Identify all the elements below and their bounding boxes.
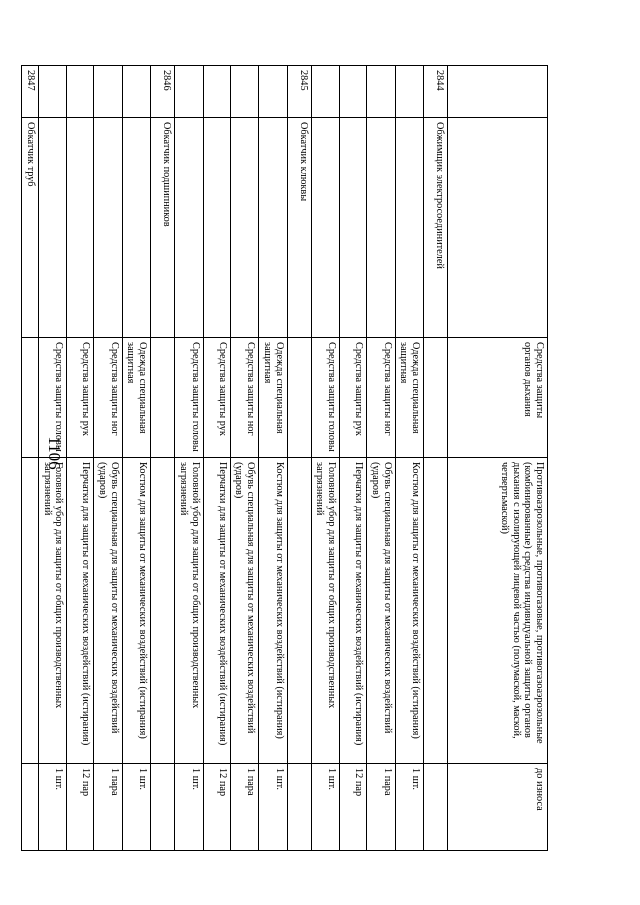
profession-name (448, 118, 548, 338)
ppe-type: Средства защиты ног (230, 338, 258, 458)
issue-norm: 1 шт. (259, 764, 287, 851)
ppe-description: Головной убор для защиты от общих производственных загрязнений (175, 458, 203, 764)
ppe-type: Средства защиты ног (94, 338, 122, 458)
ppe-description (287, 458, 311, 764)
profession-name (203, 118, 230, 338)
issue-norm: 12 пар (340, 764, 367, 851)
row-number (448, 66, 548, 118)
issue-norm (22, 764, 39, 851)
ppe-type: Одежда специальная защитная (395, 338, 423, 458)
ppe-type (151, 338, 175, 458)
ppe-type: Средства защиты головы (175, 338, 203, 458)
issue-norm: до износа (448, 764, 548, 851)
table-row (311, 66, 339, 851)
issue-norm (151, 764, 175, 851)
issue-norm (287, 764, 311, 851)
table-row (230, 66, 258, 851)
row-number (259, 66, 287, 118)
profession-name (340, 118, 367, 338)
ppe-description: Костюм для защиты от механических воздействий (истирания) (122, 458, 150, 764)
ppe-type: Средства защиты ног (367, 338, 395, 458)
ppe-type: Одежда специальная защитная (122, 338, 150, 458)
table-row (122, 66, 150, 851)
ppe-description: Головной убор для защиты от общих производственных загрязнений (311, 458, 339, 764)
profession-name (230, 118, 258, 338)
ppe-type: Средства защиты головы (311, 338, 339, 458)
table-row (94, 66, 122, 851)
profession-name: Обжимщик электросоединителей (424, 118, 448, 338)
table-row (67, 66, 94, 851)
profession-name (367, 118, 395, 338)
table-row (203, 66, 230, 851)
row-number (395, 66, 423, 118)
issue-norm: 12 пар (67, 764, 94, 851)
issue-norm: 1 пара (367, 764, 395, 851)
profession-name (94, 118, 122, 338)
profession-name (259, 118, 287, 338)
row-number (175, 66, 203, 118)
issue-norm: 12 пар (203, 764, 230, 851)
row-number (38, 66, 66, 118)
ppe-type: Средства защиты рук (67, 338, 94, 458)
row-number (94, 66, 122, 118)
ppe-description: Обувь специальная для защиты от механических воздействий (ударов) (230, 458, 258, 764)
profession-name: Обкатчик клюквы (287, 118, 311, 338)
row-number: 2847 (22, 66, 39, 118)
issue-norm: 1 шт. (395, 764, 423, 851)
ppe-description (22, 458, 39, 764)
row-number (67, 66, 94, 118)
ppe-type: Средства защиты органов дыхания (448, 338, 548, 458)
row-number: 2846 (151, 66, 175, 118)
ppe-description: Обувь специальная для защиты от механических воздействий (ударов) (94, 458, 122, 764)
profession-name (175, 118, 203, 338)
ppe-norms-table (21, 65, 548, 851)
profession-name (38, 118, 66, 338)
row-number (203, 66, 230, 118)
issue-norm: 1 шт. (38, 764, 66, 851)
table-body (22, 66, 548, 851)
table-row (175, 66, 203, 851)
table-row (424, 66, 448, 851)
row-number (122, 66, 150, 118)
ppe-description: Противоаэрозольные, противогазовые, противогазоаэрозольные (комбинированные) средства индивидуальной защиты органов дыхания с изолирующей лицевой частью (полумаской, маской, четвертьмаской) (448, 458, 548, 764)
issue-norm: 1 шт. (175, 764, 203, 851)
issue-norm: 1 пара (230, 764, 258, 851)
table-row (151, 66, 175, 851)
ppe-description: Обувь специальная для защиты от механических воздействий (ударов) (367, 458, 395, 764)
row-number (311, 66, 339, 118)
ppe-type (287, 338, 311, 458)
ppe-description: Костюм для защиты от механических воздействий (истирания) (259, 458, 287, 764)
profession-name (395, 118, 423, 338)
ppe-type: Средства защиты рук (203, 338, 230, 458)
issue-norm: 1 пара (94, 764, 122, 851)
ppe-description (424, 458, 448, 764)
ppe-description: Перчатки для защиты от механических воздействий (истирания) (203, 458, 230, 764)
table-row (287, 66, 311, 851)
row-number (367, 66, 395, 118)
table-row (340, 66, 367, 851)
row-number: 2844 (424, 66, 448, 118)
page-number-text: 1106 (45, 436, 64, 470)
profession-name: Обкатчик подшипников (151, 118, 175, 338)
profession-name (122, 118, 150, 338)
row-number: 2845 (287, 66, 311, 118)
profession-name (67, 118, 94, 338)
ppe-description: Костюм для защиты от механических воздействий (истирания) (395, 458, 423, 764)
ppe-type: Средства защиты головы (38, 338, 66, 458)
ppe-type (424, 338, 448, 458)
ppe-type (22, 338, 39, 458)
ppe-description (151, 458, 175, 764)
table-row (395, 66, 423, 851)
ppe-description: Перчатки для защиты от механических воздействий (истирания) (340, 458, 367, 764)
table-row (38, 66, 66, 851)
ppe-type: Одежда специальная защитная (259, 338, 287, 458)
ppe-type: Средства защиты рук (340, 338, 367, 458)
ppe-description: Перчатки для защиты от механических воздействий (истирания) (67, 458, 94, 764)
ppe-description: Головной убор для защиты от общих производственных загрязнений (38, 458, 66, 764)
issue-norm: 1 шт. (122, 764, 150, 851)
issue-norm (424, 764, 448, 851)
table-row (22, 66, 39, 851)
profession-name (311, 118, 339, 338)
row-number (340, 66, 367, 118)
row-number (230, 66, 258, 118)
profession-name: Обкатчик труб (22, 118, 39, 338)
table-row (367, 66, 395, 851)
issue-norm: 1 шт. (311, 764, 339, 851)
table-row (448, 66, 548, 851)
table-row (259, 66, 287, 851)
